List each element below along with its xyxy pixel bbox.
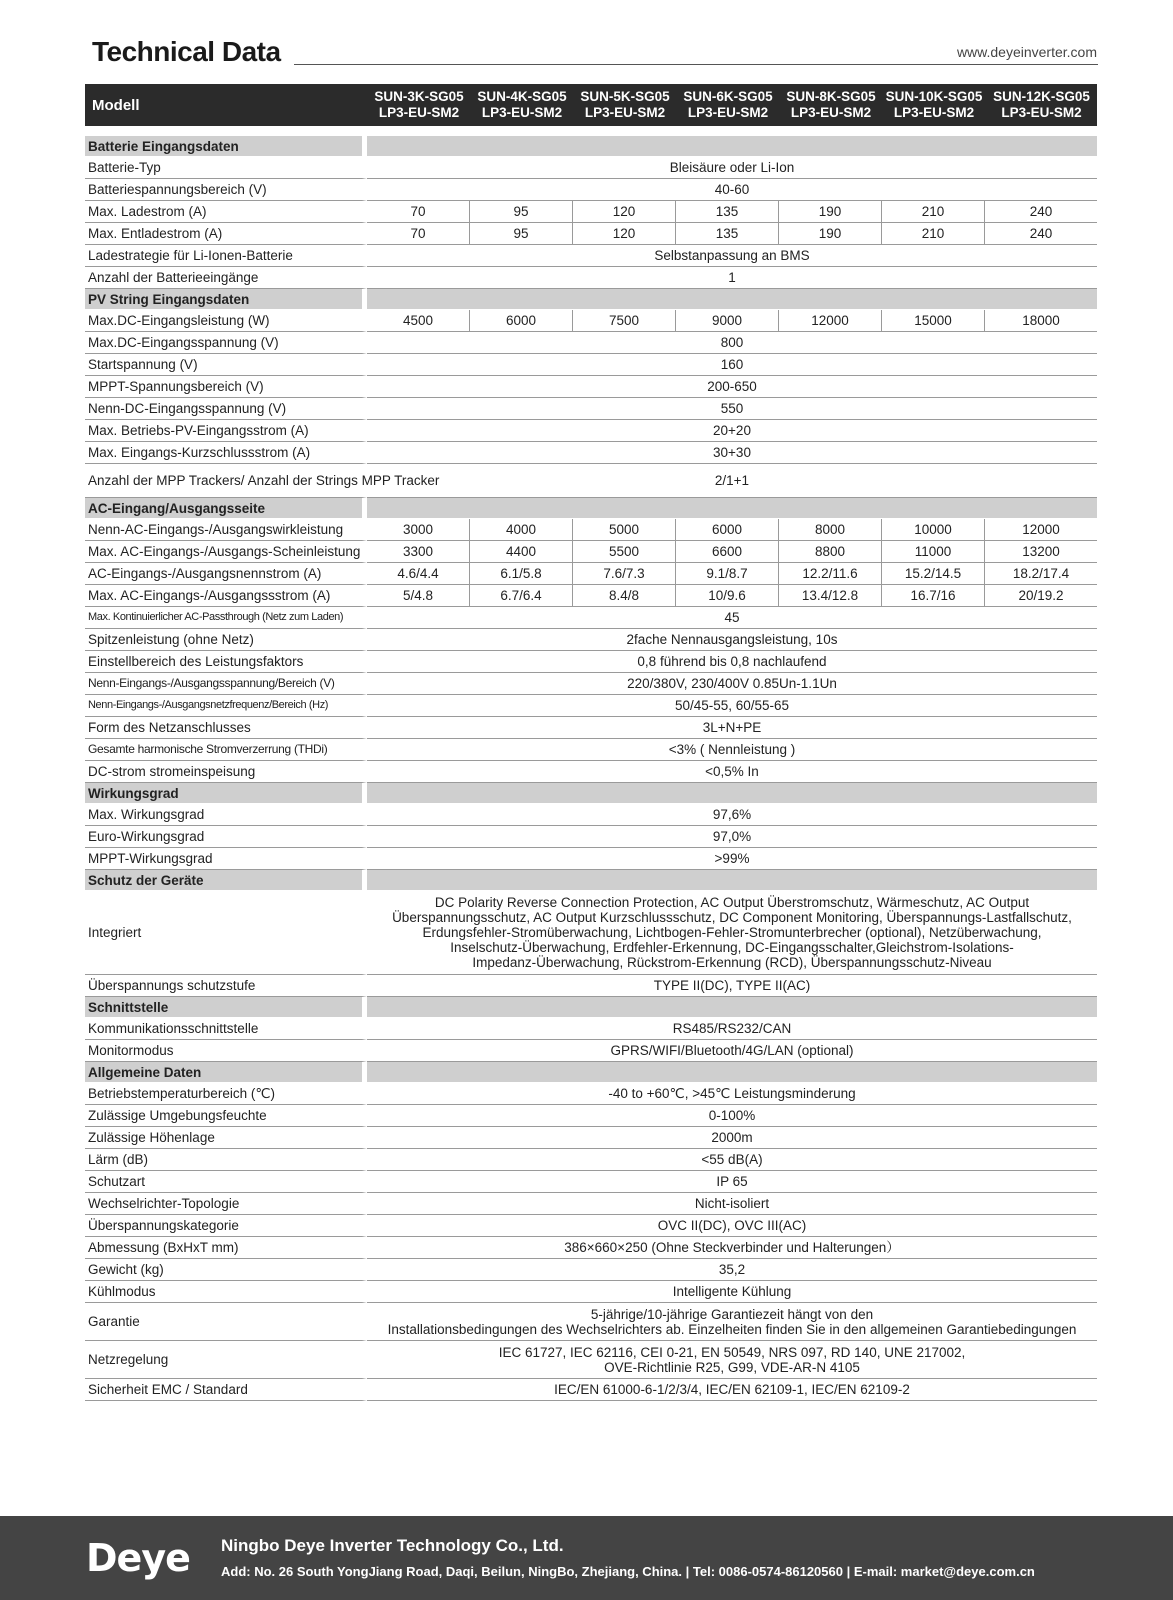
spec-label: Max. Entladestrom (A) [85,223,367,245]
company-name: Ningbo Deye Inverter Technology Co., Ltd. [221,1536,564,1555]
section-title: Schutz der Geräte [85,870,367,891]
spec-label: Sicherheit EMC / Standard [85,1379,367,1401]
model-name-line: SUN-10K-SG05 [885,89,983,104]
spec-label: Nenn-Eingangs-/Ausgangsnetzfrequenz/Bereich (Hz) [85,695,367,717]
spec-row [85,179,1097,201]
spec-label: AC-Eingangs-/Ausgangsnennstrom (A) [85,563,367,585]
deye-logo: Deye [86,1536,190,1580]
spec-value-cell: 10000 [882,519,985,541]
spec-value-cell: 95 [470,201,573,223]
spec-row [85,563,1097,585]
spec-row [85,1149,1097,1171]
spec-value: IP 65 [367,1171,1097,1193]
spec-label: Nenn-AC-Eingangs-/Ausgangswirkleistung [85,519,367,541]
section-title: Schnittstelle [85,997,367,1018]
section-title: Allgemeine Daten [85,1062,367,1083]
spec-value-cell: 20/19.2 [985,585,1097,607]
spec-label: Batteriespannungsbereich (V) [85,179,367,201]
spec-value: 3L+N+PE [367,717,1097,739]
spec-value: 97,6% [367,804,1097,826]
spec-row [85,1341,1097,1379]
model-name-line: LP3-EU-SM2 [687,105,769,120]
spec-label: Garantie [85,1303,367,1341]
section-title: PV String Eingangsdaten [85,289,367,310]
spec-value-cell: 135 [676,201,779,223]
spec-row [85,1303,1097,1341]
spec-row [85,376,1097,398]
spec-value: 0-100% [367,1105,1097,1127]
spec-value-cell: 120 [573,223,676,245]
model-column-header [779,84,882,126]
spec-value-cell: 3000 [367,519,470,541]
spec-value: 2000m [367,1127,1097,1149]
model-name-line: LP3-EU-SM2 [1001,105,1082,120]
spec-row [85,1215,1097,1237]
spec-label: Nenn-Eingangs-/Ausgangsspannung/Bereich (V) [85,673,367,695]
spec-value-cell: 3300 [367,541,470,563]
model-header-row [85,84,1097,126]
spec-label: Max. Betriebs-PV-Eingangsstrom (A) [85,420,367,442]
spec-label: Einstellbereich des Leistungsfaktors [85,651,367,673]
spec-value: <3% ( Nennleistung ) [367,739,1097,761]
spec-value-cell: 12000 [985,519,1097,541]
section-header-row [85,997,1097,1018]
spec-label: Betriebstemperaturbereich (℃) [85,1083,367,1105]
model-name-line: SUN-3K-SG05 [374,89,464,104]
section-header-row [85,498,1097,519]
spec-row [85,585,1097,607]
spec-row [85,607,1097,629]
spec-value: Intelligente Kühlung [367,1281,1097,1303]
spec-row [85,695,1097,717]
spec-label: Max. AC-Eingangs-/Ausgangs-Scheinleistung [85,541,367,563]
spec-value: Bleisäure oder Li-Ion [367,157,1097,179]
spec-label: Max. Kontinuierlicher AC-Passthrough (Netz zum Laden) [85,607,367,629]
spec-label: Max. Wirkungsgrad [85,804,367,826]
spec-value-cell: 9000 [676,310,779,332]
spec-row [85,1040,1097,1062]
spec-value-cell: 8800 [779,541,882,563]
spec-value-cell: 16.7/16 [882,585,985,607]
spec-label: Ladestrategie für Li-Ionen-Batterie [85,245,367,267]
spec-row [85,761,1097,783]
spec-row [85,464,1097,498]
spec-label: Batterie-Typ [85,157,367,179]
model-column-header [676,84,779,126]
spec-value: TYPE II(DC), TYPE II(AC) [367,975,1097,997]
spec-label: Form des Netzanschlusses [85,717,367,739]
spec-row [85,1193,1097,1215]
spec-label: Gesamte harmonische Stromverzerrung (THDi) [85,739,367,761]
spec-row [85,1281,1097,1303]
spec-value: 45 [367,607,1097,629]
spec-row [85,1105,1097,1127]
spec-label: Überspannungs schutzstufe [85,975,367,997]
spec-value: GPRS/WIFI/Bluetooth/4G/LAN (optional) [367,1040,1097,1062]
spec-value-cell: 8000 [779,519,882,541]
section-header-row [85,870,1097,891]
spec-row [85,717,1097,739]
spec-value-cell: 6.1/5.8 [470,563,573,585]
model-name-line: LP3-EU-SM2 [378,105,460,120]
spec-value: -40 to +60℃, >45℃ Leistungsminderung [367,1083,1097,1105]
spec-label: Max. Ladestrom (A) [85,201,367,223]
spec-value-cell: 6.7/6.4 [470,585,573,607]
spec-row [85,223,1097,245]
spec-value-cell: 13.4/12.8 [779,585,882,607]
model-name-line: LP3-EU-SM2 [893,105,975,120]
spec-value-cell: 210 [882,201,985,223]
spec-row [85,442,1097,464]
spec-value: 97,0% [367,826,1097,848]
model-name-line: SUN-5K-SG05 [580,89,670,104]
section-title: Wirkungsgrad [85,783,367,804]
spec-value-cell: 6000 [676,519,779,541]
section-bar [367,997,1097,1018]
section-header-row [85,1062,1097,1083]
spec-value-cell: 11000 [882,541,985,563]
spec-value-cell: 12.2/11.6 [779,563,882,585]
spec-row [85,826,1097,848]
spec-value: 30+30 [367,442,1097,464]
spec-label: Zulässige Höhenlage [85,1127,367,1149]
spec-value: >99% [367,848,1097,870]
spec-label: Netzregelung [85,1341,367,1379]
spec-value-cell: 12000 [779,310,882,332]
spec-label: Nenn-DC-Eingangsspannung (V) [85,398,367,420]
spec-label: Spitzenleistung (ohne Netz) [85,629,367,651]
spec-row [85,310,1097,332]
spec-row [85,891,1097,975]
section-bar [367,783,1097,804]
model-name-line: SUN-12K-SG05 [993,89,1090,104]
section-header-row [85,289,1097,310]
spec-label: Max.DC-Eingangsspannung (V) [85,332,367,354]
spec-label: Euro-Wirkungsgrad [85,826,367,848]
spec-row [85,1018,1097,1040]
title-divider [294,64,1098,65]
spec-value-cell: 5500 [573,541,676,563]
spec-value-cell: 5/4.8 [367,585,470,607]
model-name-line: LP3-EU-SM2 [584,105,666,120]
spec-value-cell: 10/9.6 [676,585,779,607]
model-name-line: LP3-EU-SM2 [790,105,872,120]
page-title: Technical Data [92,36,281,67]
spec-value-cell: 5000 [573,519,676,541]
spec-label: Schutzart [85,1171,367,1193]
spec-value: 200-650 [367,376,1097,398]
spec-value: 20+20 [367,420,1097,442]
spec-label: Zulässige Umgebungsfeuchte [85,1105,367,1127]
spec-row [85,332,1097,354]
spec-row [85,1237,1097,1259]
spec-value-cell: 70 [367,201,470,223]
section-header-row [85,783,1097,804]
spec-label: Startspannung (V) [85,354,367,376]
spec-label: MPPT-Spannungsbereich (V) [85,376,367,398]
spec-row [85,267,1097,289]
model-column-header [367,84,470,126]
section-bar [367,1062,1097,1083]
spec-label: Max. AC-Eingangs-/Ausgangssstrom (A) [85,585,367,607]
spec-label: Lärm (dB) [85,1149,367,1171]
model-column-header [573,84,676,126]
spec-value-cell: 6600 [676,541,779,563]
spec-value: RS485/RS232/CAN [367,1018,1097,1040]
spec-value-cell: 8.4/8 [573,585,676,607]
spec-row [85,1379,1097,1401]
spec-row [85,1259,1097,1281]
model-name-line: LP3-EU-SM2 [481,105,563,120]
section-title: AC-Eingang/Ausgangsseite [85,498,367,519]
spec-label: MPPT-Wirkungsgrad [85,848,367,870]
spec-row [85,157,1097,179]
spec-row [85,519,1097,541]
spec-value: 800 [367,332,1097,354]
spec-row [85,1127,1097,1149]
spec-value: IEC/EN 61000-6-1/2/3/4, IEC/EN 62109-1, IEC/EN 62109-2 [367,1379,1097,1401]
spec-value-cell: 4500 [367,310,470,332]
spec-row [85,541,1097,563]
spec-value-cell: 7500 [573,310,676,332]
spec-label: Überspannungskategorie [85,1215,367,1237]
spec-value-cell: 4.6/4.4 [367,563,470,585]
spec-value-cell: 210 [882,223,985,245]
spec-label: Integriert [85,891,367,975]
spec-value-cell: 4400 [470,541,573,563]
spec-label: Monitormodus [85,1040,367,1062]
spec-value-cell: 70 [367,223,470,245]
section-header-row [85,136,1097,157]
spec-label: Gewicht (kg) [85,1259,367,1281]
spec-value-cell: 95 [470,223,573,245]
spec-label: Kühlmodus [85,1281,367,1303]
spec-value-cell: 18000 [985,310,1097,332]
spec-value-cell: 240 [985,201,1097,223]
website-url[interactable]: www.deyeinverter.com [956,44,1097,60]
spec-label: Anzahl der Batterieeingänge [85,267,367,289]
spec-value: OVC II(DC), OVC III(AC) [367,1215,1097,1237]
section-bar [367,870,1097,891]
spec-value: <55 dB(A) [367,1149,1097,1171]
spec-value: 386×660×250 (Ohne Steckverbinder und Halterungen） [367,1237,1097,1259]
model-name-line: SUN-8K-SG05 [786,89,876,104]
model-column-header [985,84,1097,126]
spec-value: 50/45-55, 60/55-65 [367,695,1097,717]
footer [0,1516,1173,1600]
spec-value: 550 [367,398,1097,420]
model-column-header [882,84,985,126]
spec-row [85,1083,1097,1105]
spec-row [85,673,1097,695]
spec-value: 40-60 [367,179,1097,201]
technical-data-table [85,84,1097,1401]
spec-row [85,629,1097,651]
spec-value-cell: 240 [985,223,1097,245]
section-bar [367,136,1097,157]
spec-value-cell: 120 [573,201,676,223]
spec-row [85,245,1097,267]
spec-value: 35,2 [367,1259,1097,1281]
spec-row [85,975,1097,997]
spec-row [85,398,1097,420]
spec-value-cell: 190 [779,223,882,245]
spec-label: Kommunikationsschnittstelle [85,1018,367,1040]
spec-label: Anzahl der MPP Trackers/ Anzahl der Strings MPP Tracker [85,464,367,498]
spec-label: Max.DC-Eingangsleistung (W) [85,310,367,332]
section-bar [367,289,1097,310]
spec-value-cell: 7.6/7.3 [573,563,676,585]
spec-value: 5-jährige/10-jährige Garantiezeit hängt von den Installationsbedingungen des Wechselrichters ab. Einzelheiten finden Sie in den allgemeinen Garantiebedingungen [367,1303,1097,1341]
model-name-line: SUN-6K-SG05 [683,89,773,104]
spec-value: DC Polarity Reverse Connection Protection, AC Output Überstromschutz, Wärmeschutz, AC Output Überspannungsschutz, AC Output Kurzschlussschutz, DC Component Monitoring, Überspannungs-Lastfallschutz, Erdungsfehler-Stromüberwachung, Lichtbogen-Fehler-Stromunterbrecher (optional), Netzüberwachung, Inselschutz-Überwachung, Erdfehler-Erkennung, DC-Eingangsschalter,Gleichstrom-Isolations- Impedanz-Überwachung, Rückstrom-Erkennung (RCD), Überspannungsschutz-Niveau [367,891,1097,975]
spec-value: 1 [367,267,1097,289]
spec-label: Abmessung (BxHxT mm) [85,1237,367,1259]
spec-label: Wechselrichter-Topologie [85,1193,367,1215]
spec-row [85,201,1097,223]
spec-value: 0,8 führend bis 0,8 nachlaufend [367,651,1097,673]
spec-row [85,354,1097,376]
spec-value-cell: 190 [779,201,882,223]
spec-value: IEC 61727, IEC 62116, CEI 0-21, EN 50549, NRS 097, RD 140, UNE 217002, OVE-Richtlinie R25, G99, VDE-AR-N 4105 [367,1341,1097,1379]
spec-row [85,848,1097,870]
spec-row [85,804,1097,826]
model-name-line: SUN-4K-SG05 [477,89,567,104]
spec-value-cell: 15.2/14.5 [882,563,985,585]
section-bar [367,498,1097,519]
modell-label: Modell [85,84,367,126]
spec-value-cell: 18.2/17.4 [985,563,1097,585]
spec-value: 2fache Nennausgangsleistung, 10s [367,629,1097,651]
spec-value: Nicht-isoliert [367,1193,1097,1215]
spec-label: Max. Eingangs-Kurzschlussstrom (A) [85,442,367,464]
spec-row [85,1171,1097,1193]
spec-label: DC-strom stromeinspeisung [85,761,367,783]
spec-value: 2/1+1 [367,464,1097,498]
spec-value: 160 [367,354,1097,376]
spec-value: Selbstanpassung an BMS [367,245,1097,267]
section-title: Batterie Eingangsdaten [85,136,367,157]
spec-value-cell: 135 [676,223,779,245]
spec-value-cell: 9.1/8.7 [676,563,779,585]
spec-value-cell: 6000 [470,310,573,332]
spec-value-cell: 4000 [470,519,573,541]
spec-value: 220/380V, 230/400V 0.85Un-1.1Un [367,673,1097,695]
spec-value: <0,5% In [367,761,1097,783]
model-column-header [470,84,573,126]
company-address: Add: No. 26 South YongJiang Road, Daqi, Beilun, NingBo, Zhejiang, China. | Tel: 0086-0574-86120560 | E-mail: market@deye.com.cn [221,1564,1035,1579]
spec-row [85,420,1097,442]
spec-row [85,739,1097,761]
spec-value-cell: 15000 [882,310,985,332]
spec-value-cell: 13200 [985,541,1097,563]
spec-row [85,651,1097,673]
